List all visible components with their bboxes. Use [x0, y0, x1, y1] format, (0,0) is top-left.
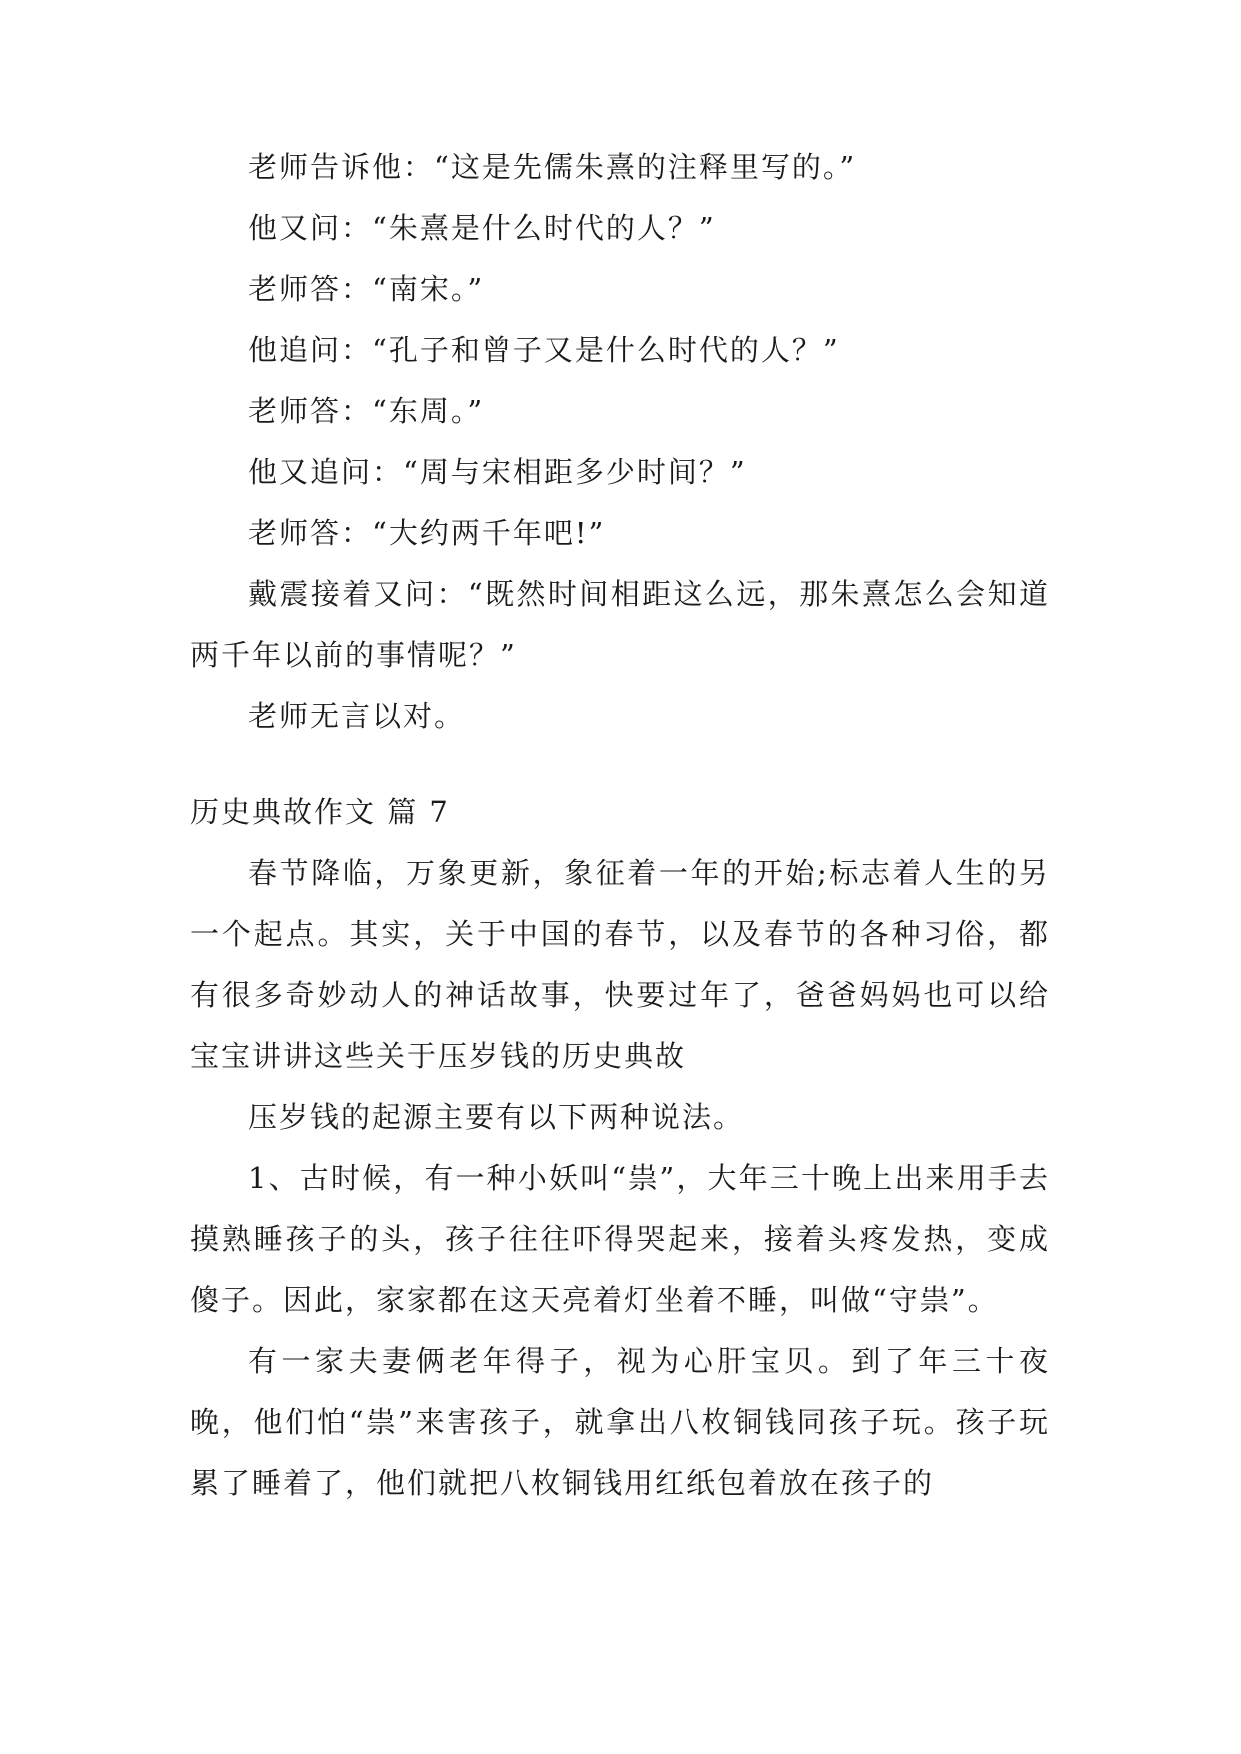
paragraph: 1、古时候，有一种小妖叫“祟”，大年三十晚上出来用手去摸熟睡孩子的头，孩子往往吓得哭起来，接着头疼发热，变成傻子。因此，家家都在这天亮着灯坐着不睡，叫做“守祟”。	[190, 1161, 1050, 1317]
body-text	[190, 137, 1050, 1514]
paragraph: 老师无言以对。	[248, 699, 466, 733]
paragraph: 有一家夫妻俩老年得子，视为心肝宝贝。到了年三十夜晚，他们怕“祟”来害孩子，就拿出八枚铜钱同孩子玩。孩子玩累了睡着了，他们就把八枚铜钱用红纸包着放在孩子的	[190, 1344, 1050, 1500]
paragraph: 压岁钱的起源主要有以下两种说法。	[248, 1100, 745, 1134]
section-gap	[190, 747, 1050, 782]
paragraph: 老师答：“东周。”	[248, 394, 485, 428]
paragraph: 他又追问：“周与宋相距多少时间？”	[248, 455, 747, 489]
paragraph: 老师告诉他：“这是先儒朱熹的注释里写的。”	[248, 150, 857, 184]
paragraph: 老师答：“大约两千年吧!”	[248, 516, 606, 550]
paragraph: 春节降临，万象更新，象征着一年的开始;标志着人生的另一个起点。其实，关于中国的春节，以及春节的各种习俗，都有很多奇妙动人的神话故事，快要过年了，爸爸妈妈也可以给宝宝讲讲这些关于压岁钱的历史典故	[190, 856, 1050, 1073]
paragraph: 戴震接着又问：“既然时间相距这么远，那朱熹怎么会知道两千年以前的事情呢？”	[190, 577, 1050, 672]
paragraph: 他追问：“孔子和曾子又是什么时代的人？”	[248, 333, 840, 367]
paragraph: 老师答：“南宋。”	[248, 272, 485, 306]
paragraph: 他又问：“朱熹是什么时代的人？”	[248, 211, 716, 245]
section-heading: 历史典故作文 篇 7	[190, 795, 450, 829]
